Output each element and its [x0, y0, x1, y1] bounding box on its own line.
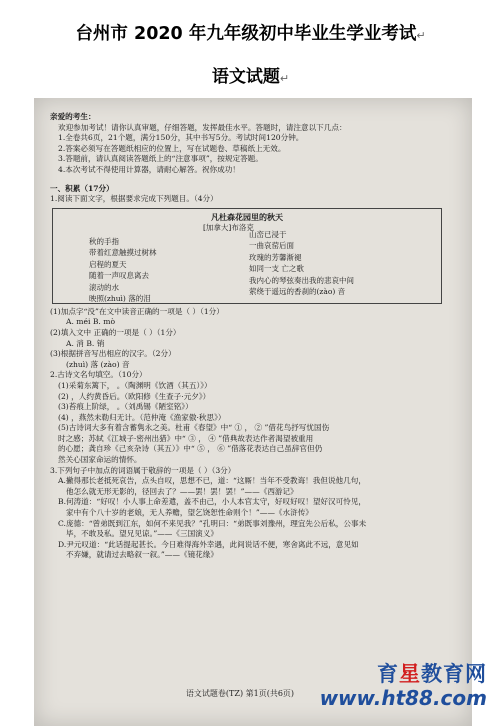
notice-line: 1.全卷共6页，21个题，满分150分，其中书写5分。考试时间120分钟。 [58, 133, 304, 143]
question-2-line: (4) ，燕然未勒归无计。（范仲淹《渔家傲·秋思》） [58, 412, 226, 422]
section-heading: 一、积累（17分） [50, 183, 114, 193]
poem-line: 我内心的琴弦奏出我的悲哀中间 [249, 275, 354, 285]
question-2-line: 然关心国家命运的情怀。 [58, 455, 142, 465]
poem-line: 滚动的水 [89, 282, 119, 292]
watermark-logo: 育星教育网 www.ht88.com [319, 662, 487, 710]
question-3-line: D.尹元叹道：“此话提起甚长。今日难得海外幸遇，此间说话不便，寒舍离此不远，意见如 [58, 539, 359, 549]
question-3-line: C.庞德：“曾弟既到江东，如何不来见我？”孔明曰：“弟既事刘豫州，理宜先公后私，公事未 [58, 518, 367, 528]
notice-line: 欢迎参加考试！请你认真审题，仔细答题，发挥最佳水平。答题时，请注意以下几点： [58, 122, 347, 132]
question-1-2: (2)填入文中 正确的一项是（ ）（1分） [50, 327, 181, 337]
poem-author: [加拿大]布洛克 [203, 222, 254, 232]
poem-right-column [249, 229, 354, 298]
question-1-3: (3)根据拼音写出相应的汉字。（2分） [50, 349, 176, 359]
question-3-line: B.何涛道：“好叹！小人事上命差遣，盖不由己，小人本官太守，好叹好叹！望好汉可怜见， [58, 497, 367, 507]
question-2-line: (3)苔痕上阶绿， 。（刘禹锡《陋室铭》） [58, 402, 193, 412]
question-2-line: (2) ，人约黄昏后。（欧阳修《生查子·元夕》） [58, 391, 211, 401]
notice-line: 2.答案必须写在答题纸相应的位置上，写在试题卷、草稿纸上无效。 [58, 143, 286, 153]
question-3-line: 毕，不敢及私。望兄见谅。”——《三国演义》 [66, 529, 218, 539]
poem-line: 带着红意触摸过树林 [89, 248, 157, 258]
question-2-line: 时之感；苏轼《江城子·密州出猎》中“ ③ ， ④ ”借典故表达作者渴望被重用 [58, 433, 314, 443]
poem-line: 玫瑰的芳馨渐褪 [249, 252, 302, 262]
notice-line: 4.本次考试不得使用计算器，请耐心解答。祝你成功！ [58, 164, 240, 174]
poem-line: 秋的手指 [89, 236, 119, 246]
question-3: 3.下列句子中加点的词语属于敬辞的一项是（ ）（3分） [50, 465, 236, 475]
poem-line: 启程的夏天 [89, 259, 127, 269]
poem-box [52, 208, 442, 304]
question-3-line: A.撇得那长老抵死哀告，点头自叹，思想不已，道：“这厮！当年不受教诲！我但说他几句， [58, 476, 366, 486]
question-1-1-options: A. méi B. mò [66, 317, 116, 327]
poem-line: 萦绕于遥远的香刹的(zào) 音 [249, 287, 346, 297]
question-1-1: (1)加点字“没”在文中读音正确的一项是（ ）（1分） [50, 306, 224, 316]
page-footer: 语文试题卷(TZ) 第1页(共6页) [185, 689, 295, 698]
paragraph-mark: ↵ [416, 29, 426, 42]
question-3-line: 他怎么就无形无影的，径回去了？——罢！罢！罢！”——《西游记》 [66, 486, 298, 496]
poem-title: 凡杜森花园里的秋天 [211, 211, 283, 222]
poem-line: 一曲哀䓨后面 [249, 241, 294, 251]
poem-line: 随着一声叹息离去 [89, 271, 149, 281]
question-2-line: 的心愿；龚自珍《己亥杂诗（其五）》中“ ⑤ ， ⑥ ”借落花表达自己虽辞官但仍 [58, 444, 323, 454]
notice-line: 3.答题前，请认真阅读答题纸上的“注意事项”，按规定答题。 [58, 154, 263, 164]
poem-left-column [89, 236, 157, 305]
question-2: 2.古诗文名句填空。（10分） [50, 370, 147, 380]
question-3-line: 家中有个八十岁的老娘，无人养赡，望乞饶恕性命则个！”——《水浒传》 [66, 508, 313, 518]
question-3-line: 不弃嫌，就请过去略叙一叙。”——《镜花缘》 [66, 550, 218, 560]
document-title: 台州市 2020 年九年级初中毕业生学业考试↵ [75, 24, 426, 44]
exam-paper-photo [34, 98, 472, 726]
watermark-url: www.ht88.com [319, 686, 487, 710]
question-1-2-options: A. 消 B. 销 [66, 338, 105, 348]
poem-line: 如同一支 亡之歌 [249, 264, 304, 274]
paragraph-mark: ↵ [279, 72, 290, 85]
question-2-line: (5)古诗词大多有着含蓄隽永之美。杜甫《春望》中“ ① ， ② ”借花鸟抒写忧国伤 [58, 423, 330, 433]
question-1: 1.阅读下面文字，根据要求完成下列题目。（4分） [50, 194, 218, 204]
poem-line: 山峦已浸于 [249, 229, 287, 239]
question-1-3-answer: (zhuì) 落 (zào) 音 [66, 359, 130, 369]
exam-content [50, 112, 460, 561]
poem-line: 映照(zhuì) 落的泪 [89, 294, 151, 304]
question-2-line: (1)采菊东篱下， 。（陶渊明《饮酒（其五）》） [58, 380, 212, 390]
notice-heading: 亲爱的考生： [50, 112, 96, 121]
document-subtitle: 语文试题↵ [211, 67, 290, 87]
